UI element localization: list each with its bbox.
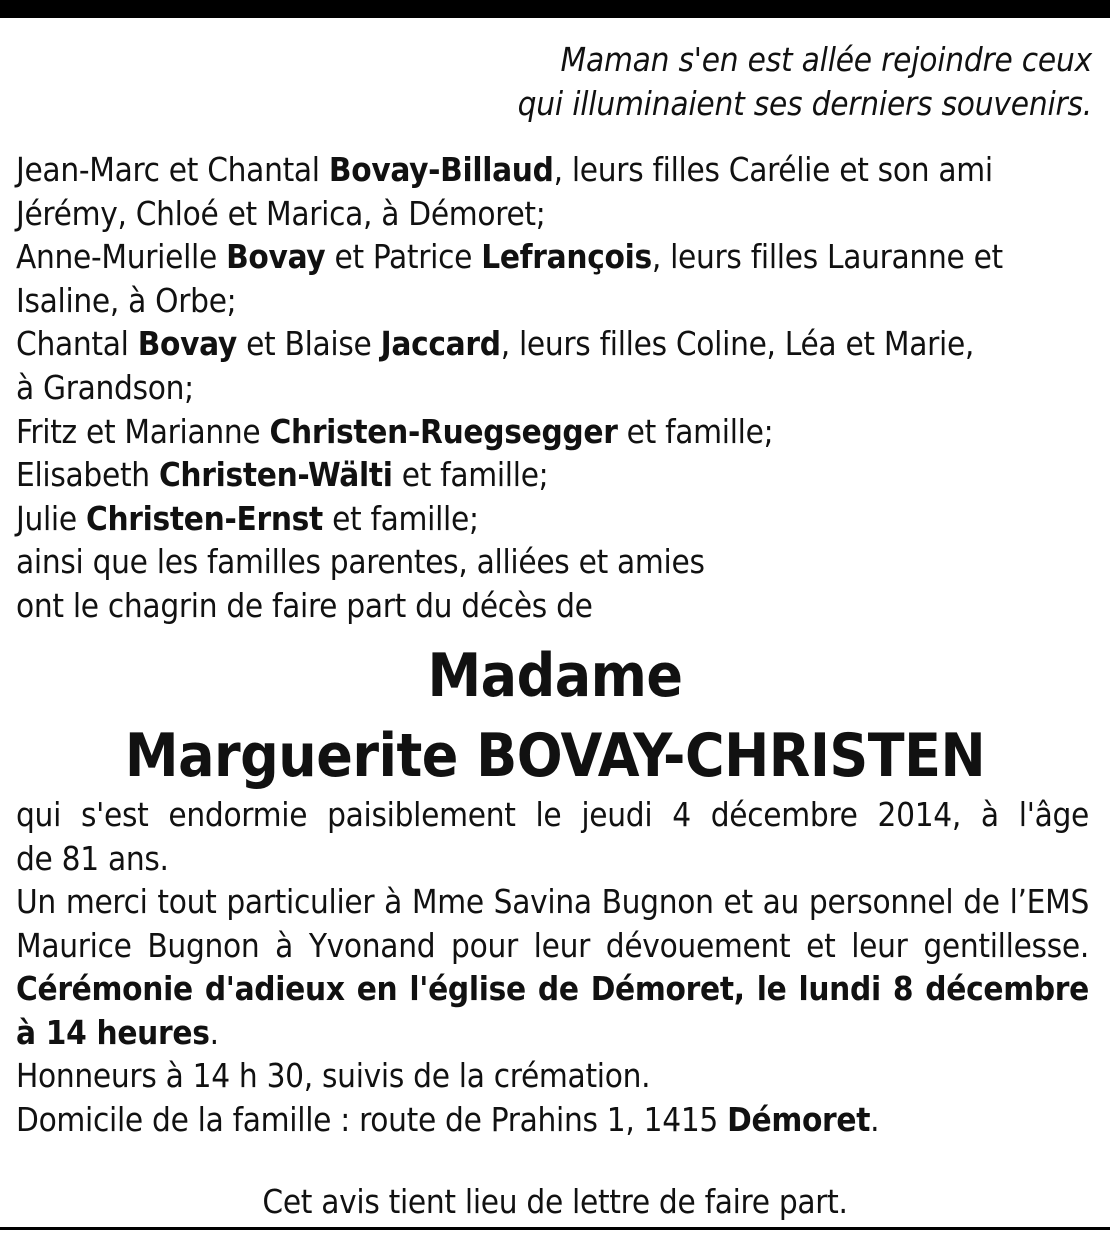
family-line: ainsi que les familles parentes, alliées et amies [16,542,705,582]
family-surname: Christen-Ruegsegger [269,411,618,451]
thanks-line: Un merci tout particulier à Mme Savina Bugnon et au personnel de l’EMS [16,882,1089,921]
notice-details [16,793,1089,1141]
deceased-honorific: Madame [427,641,683,711]
bottom-border [0,1227,1110,1230]
epigraph-line: qui illuminaient ses derniers souvenirs. [517,84,1092,123]
family-surname: Jaccard [380,324,501,364]
ceremony-line: à 14 heures. [16,1012,219,1052]
passing-line: de 81 ans. [16,838,169,878]
epigraph-line: Maman s'en est allée rejoindre ceux [560,40,1092,79]
family-surname: Lefrançois [481,237,652,277]
family-line: Fritz et Marianne Christen-Ruegsegger et famille; [16,411,774,451]
closing-note: Cet avis tient lieu de lettre de faire part. [262,1182,848,1221]
family-line: Elisabeth Christen-Wälti et famille; [16,455,549,495]
family-surname: Bovay [137,324,237,364]
family-line: Jean-Marc et Chantal Bovay-Billaud, leurs filles Carélie et son ami [16,150,993,189]
top-border [0,0,1110,18]
family-line: Julie Christen-Ernst et famille; [16,498,479,538]
epigraph [518,38,1092,126]
family-line: Jérémy, Chloé et Marica, à Démoret; [16,193,546,233]
family-line: à Grandson; [16,367,194,407]
deceased-name: Marguerite BOVAY-CHRISTEN [124,721,986,791]
domicile-line: Domicile de la famille : route de Prahins 1, 1415 Démoret. [16,1099,880,1139]
domicile-town: Démoret [727,1099,871,1139]
family-surname: Christen-Wälti [158,455,393,495]
family-line: Anne-Murielle Bovay et Patrice Lefrançois, leurs filles Lauranne et [16,237,1003,277]
family-list [16,148,1091,628]
family-line: Isaline, à Orbe; [16,280,237,320]
honours-line: Honneurs à 14 h 30, suivis de la crémation. [16,1056,651,1095]
family-surname: Christen-Ernst [85,498,323,538]
family-line: ont le chagrin de faire part du décès de [16,585,593,625]
thanks-line: Maurice Bugnon à Yvonand pour leur dévouement et leur gentillesse. [16,925,1089,965]
family-line: Chantal Bovay et Blaise Jaccard, leurs filles Coline, Léa et Marie, [16,324,975,364]
family-surname: Bovay [226,237,326,277]
passing-line: qui s'est endormie paisiblement le jeudi 4 décembre 2014, à l'âge [16,795,1089,834]
family-surname: Bovay-Billaud [328,150,554,189]
ceremony-line: Cérémonie d'adieux en l'église de Démoret, le lundi 8 décembre [16,969,1089,1008]
